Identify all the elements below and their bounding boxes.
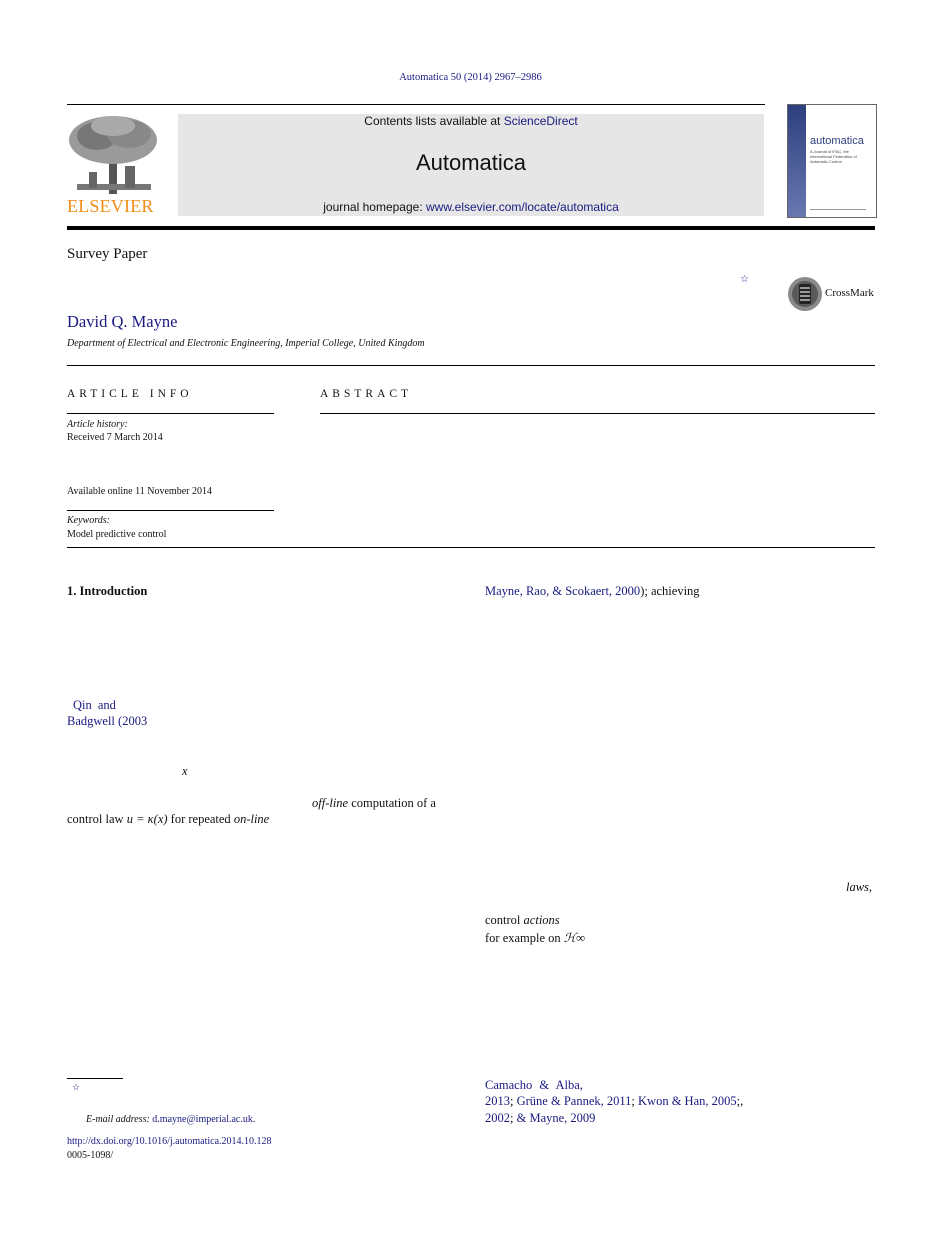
publisher-name: ELSEVIER xyxy=(67,196,154,216)
homepage-line xyxy=(178,200,764,214)
issn-text: 0005-1098/ xyxy=(67,1150,114,1161)
section-heading-introduction: 1. Introduction xyxy=(67,584,148,598)
available-online-date: Available online 11 November 2014 xyxy=(67,486,212,497)
keywords-rule xyxy=(67,510,274,511)
citation-mayne-rao-scokaert[interactable]: Mayne, Rao, & Scokaert, 2000 xyxy=(485,584,641,598)
control-law-text xyxy=(67,812,269,827)
h-infinity-text xyxy=(485,930,585,946)
article-info-heading: ARTICLE INFO xyxy=(67,388,193,400)
header-top-rule xyxy=(67,104,765,105)
email-line xyxy=(86,1114,255,1125)
h-infinity-symbol: ℋ∞ xyxy=(563,931,586,945)
sciencedirect-link[interactable]: ScienceDirect xyxy=(503,114,578,128)
header-thick-rule xyxy=(67,226,875,230)
author-affiliation: Department of Electrical and Electronic Engineering, Imperial College, United Kingdom xyxy=(67,338,425,349)
offline-rest: computation of a xyxy=(348,796,436,810)
front-matter-bottom-rule xyxy=(67,547,875,548)
mayne-citation-line xyxy=(485,584,700,599)
cover-stripe xyxy=(788,105,806,217)
citation-2002[interactable]: 2002 xyxy=(485,1111,510,1125)
control-actions-text xyxy=(485,913,560,928)
email-link[interactable]: d.mayne@imperial.ac.uk xyxy=(152,1114,253,1125)
footnote-star[interactable]: ☆ xyxy=(72,1083,81,1093)
citation-qin-badgwell-a[interactable]: Qin and xyxy=(73,698,116,712)
journal-cover[interactable] xyxy=(787,104,877,218)
abstract-heading: ABSTRACT xyxy=(320,388,413,400)
citation-camacho-alba[interactable]: Camacho & Alba, xyxy=(485,1078,583,1092)
crossmark-label: CrossMark xyxy=(825,287,874,299)
contents-line xyxy=(178,114,764,128)
abstract-rule xyxy=(320,413,875,414)
elsevier-tree-logo xyxy=(67,114,159,196)
contents-prefix: Contents lists available at xyxy=(364,114,504,128)
citation-grune-pannek[interactable]: Grüne & Pannek, 2011 xyxy=(516,1094,632,1108)
cover-title: automatica xyxy=(810,135,864,147)
crossmark-badge[interactable] xyxy=(787,276,879,312)
control-prefix: control xyxy=(485,913,524,927)
citation-kwon-han[interactable]: Kwon & Han, 2005 xyxy=(638,1094,737,1108)
cover-subtitle: A Journal of IFAC, the International Federation of Automatic Control xyxy=(810,149,857,164)
keywords-label: Keywords: xyxy=(67,515,110,526)
article-history-label: Article history: xyxy=(67,419,128,430)
author-name[interactable]: David Q. Mayne xyxy=(67,312,178,331)
journal-name: Automatica xyxy=(415,150,527,175)
title-footnote-star[interactable]: ☆ xyxy=(740,274,749,285)
journal-banner xyxy=(178,114,764,216)
variable-x: x xyxy=(182,764,188,778)
journal-reference[interactable]: Automatica 50 (2014) 2967–2986 xyxy=(399,72,542,83)
paper-type: Survey Paper xyxy=(67,246,148,262)
cover-bottom-line xyxy=(810,209,866,210)
crossmark-icon xyxy=(787,276,823,312)
citation-2013[interactable]: 2013 xyxy=(485,1094,510,1108)
email-label: E-mail address: xyxy=(86,1114,153,1125)
keywords-list: Model predictive control xyxy=(67,529,167,540)
article-info-rule xyxy=(67,413,274,414)
example-prefix: for example on xyxy=(485,931,564,945)
homepage-prefix: journal homepage: xyxy=(323,200,426,214)
laws-text: laws, xyxy=(846,880,873,894)
footnote-rule xyxy=(67,1078,123,1079)
received-date: Received 7 March 2014 xyxy=(67,432,163,443)
actions-term: actions xyxy=(523,913,560,927)
offline-computation-text xyxy=(312,796,436,811)
citation-line-2: 2013; Grüne & Pannek, 2011; Kwon & Han, 2005;, xyxy=(485,1094,744,1108)
citation-line-3: 2002; & Mayne, 2009 xyxy=(485,1111,596,1125)
control-law-prefix: control law xyxy=(67,812,127,826)
achieving-text: ); achieving xyxy=(640,584,700,598)
front-matter-top-rule xyxy=(67,365,875,366)
control-law-math: u = κ(x) xyxy=(126,812,168,826)
control-law-mid: for repeated xyxy=(167,812,234,826)
offline-term: off-line xyxy=(312,796,349,810)
citation-qin-badgwell-b[interactable]: Badgwell (2003 xyxy=(67,714,148,728)
online-term: on-line xyxy=(233,812,270,826)
email-end: . xyxy=(252,1114,256,1125)
citation-mayne-2009[interactable]: & Mayne, 2009 xyxy=(516,1111,596,1125)
doi-link[interactable]: http://dx.doi.org/10.1016/j.automatica.2014.10.128 xyxy=(67,1136,272,1147)
citation-separator: ;, xyxy=(736,1094,744,1108)
homepage-link[interactable]: www.elsevier.com/locate/automatica xyxy=(426,200,619,214)
